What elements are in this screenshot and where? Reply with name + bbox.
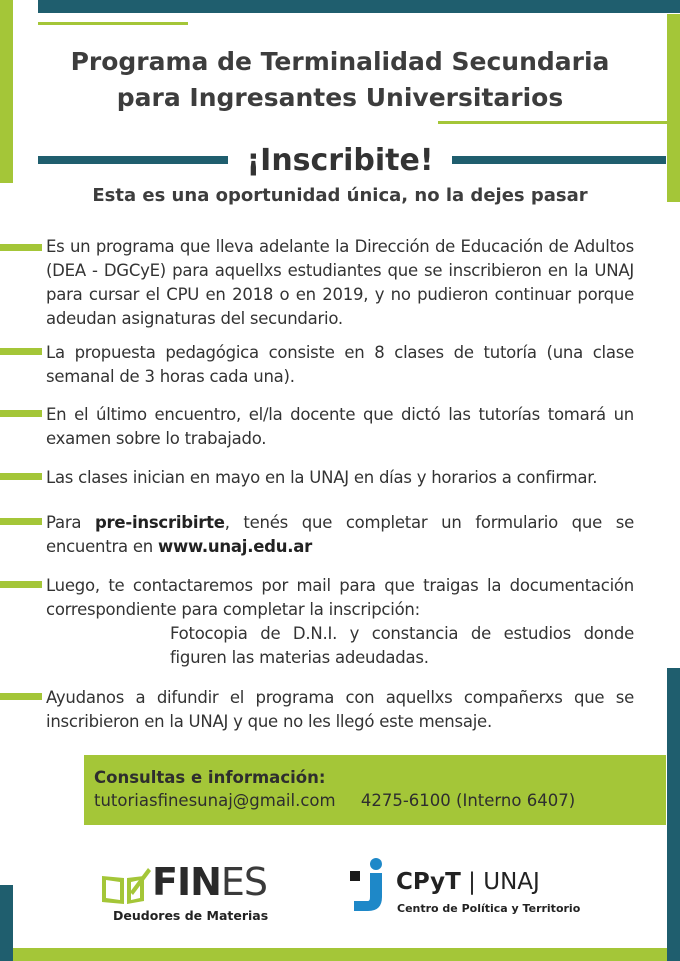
contact-heading: Consultas e información: (94, 768, 326, 787)
subtitle: Esta es una oportunidad única, no la dejes pasar (92, 185, 588, 206)
cta-heading: ¡Inscribite! (246, 143, 434, 178)
bullet-marker (0, 693, 42, 700)
bullet-marker (0, 348, 42, 355)
preregister-text-start: Para (46, 513, 95, 532)
paragraph-classes-start: Las clases inician en mayo en la UNAJ en días y horarios a confirmar. (46, 468, 598, 487)
preregister-text-mid: , tenés que completar un formulario que se encuentra en (46, 513, 634, 556)
paragraph-program: Es un programa que lleva adelante la Dirección de Educación de Adultos (DEA - DGCyE) para aquellxs estudiantes que se inscribieron en la UNAJ para cursar el CPU en 2018 o en 2019, y no pudieron continuar porque adeudan asignaturas del secundario. (46, 237, 634, 328)
paragraph-preregister (46, 511, 634, 559)
preregister-bold: pre-inscribirte (94, 513, 225, 532)
paragraph-exam: En el último encuentro, el/la docente que dictó las tutorías tomará un examen sobre lo trabajado. (46, 405, 634, 448)
paragraph-spread-word: Ayudanos a difundir el programa con aquellxs compañerxs que se inscribieron en la UNAJ y que no les llegó este mensaje. (46, 688, 634, 731)
bullet-marker (0, 244, 42, 251)
cpyt-mark-icon (350, 857, 390, 913)
fines-logo (100, 858, 275, 928)
contact-line (94, 789, 666, 813)
top-left-green-line (38, 22, 188, 25)
fines-subtitle: Deudores de Materias (113, 908, 269, 923)
contact-box (84, 755, 666, 825)
right-teal-bar (667, 668, 680, 961)
contact-email[interactable]: tutoriasfinesunaj@gmail.com (94, 791, 336, 810)
paragraph-contact-followup: Luego, te contactaremos por mail para que traigas la documentación correspondiente para completar la inscripción: (46, 576, 634, 619)
paragraph-proposal: La propuesta pedagógica consiste en 8 clases de tutoría (una clase semanal de 3 horas cada una). (46, 343, 634, 386)
cpyt-wordmark-bold: CPyT (396, 869, 461, 895)
page-title-line1: Programa de Terminalidad Secundaria (70, 47, 610, 76)
book-icon (100, 866, 152, 906)
left-teal-bar (0, 885, 13, 961)
page-title-line2: para Ingresantes Universitarios (116, 83, 564, 112)
fines-wordmark (152, 860, 267, 904)
bullet-marker (0, 581, 42, 588)
website-link[interactable]: www.unaj.edu.ar (157, 537, 312, 556)
top-right-green-line (438, 121, 667, 124)
contact-phone: 4275-6100 (Interno 6407) (360, 791, 576, 810)
bullet-marker (0, 473, 42, 480)
bullet-marker (0, 410, 42, 417)
cpyt-subtitle: Centro de Política y Territorio (397, 902, 581, 915)
page-title (0, 44, 680, 116)
cpyt-logo (350, 855, 590, 920)
top-teal-bar (38, 0, 680, 13)
fines-wordmark-b: ES (220, 860, 268, 904)
cpyt-wordmark (396, 869, 540, 895)
bullet-marker (0, 518, 42, 525)
paragraph-documents: Fotocopia de D.N.I. y constancia de estudios donde figuren las materias adeudadas. (170, 624, 634, 667)
cpyt-wordmark-rest: | UNAJ (460, 869, 540, 895)
fines-wordmark-a: FIN (152, 860, 221, 904)
bottom-green-bar (13, 948, 667, 961)
